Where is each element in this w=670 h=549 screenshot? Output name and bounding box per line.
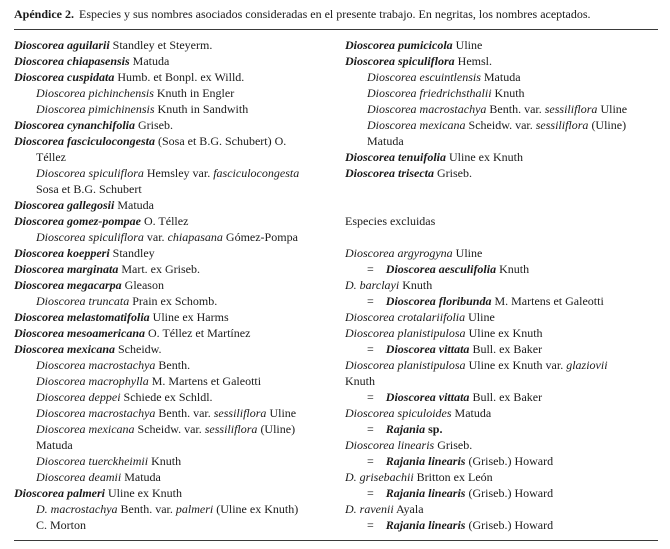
- text-segment: Humb. et Bonpl. ex Willd.: [114, 70, 245, 84]
- species-line: [14, 309, 327, 325]
- text-segment: sessiliflora: [535, 118, 589, 132]
- species-line: [14, 69, 327, 85]
- text-segment: (Griseb.) Howard: [465, 518, 554, 532]
- text-segment: =: [367, 262, 386, 276]
- text-segment: Uline: [452, 246, 483, 260]
- text-segment: Especies excluidas: [345, 214, 436, 228]
- text-segment: Benth. var.: [486, 102, 545, 116]
- text-segment: Dioscorea friedrichsthalii: [367, 86, 492, 100]
- text-segment: Dioscorea floribunda: [385, 294, 492, 308]
- species-line: [345, 373, 658, 389]
- text-segment: Dioscorea megacarpa: [14, 278, 122, 292]
- text-segment: Dioscorea spiculiflora: [36, 230, 144, 244]
- species-line: [14, 357, 327, 373]
- text-segment: Griseb.: [434, 166, 472, 180]
- appendix-title-text: Especies y sus nombres asociados consideradas en el presente trabajo. En negritas, los nombres aceptados.: [79, 7, 591, 21]
- text-segment: Uline ex Knuth: [465, 326, 543, 340]
- text-segment: chiapasana: [167, 230, 223, 244]
- species-line: [14, 117, 327, 133]
- text-segment: Ayala: [393, 502, 424, 516]
- text-segment: Dioscorea deppei: [36, 390, 121, 404]
- text-segment: (Sosa et B.G. Schubert) O.: [154, 134, 287, 148]
- text-segment: Dioscorea macrophylla: [36, 374, 149, 388]
- text-segment: Dioscorea planistipulosa: [345, 358, 466, 372]
- species-line: [14, 149, 327, 165]
- text-segment: Uline ex Knuth: [105, 486, 182, 500]
- text-segment: Dioscorea gomez-pompae: [14, 214, 141, 228]
- text-segment: fasciculocongesta: [213, 166, 300, 180]
- text-segment: Rajania: [385, 422, 426, 436]
- text-segment: Dioscorea melastomatifolia: [14, 310, 150, 324]
- text-segment: Rajania linearis: [385, 486, 466, 500]
- text-segment: (Uline ex Knuth): [213, 502, 299, 516]
- species-line: [345, 341, 658, 357]
- text-segment: Rajania linearis: [385, 454, 466, 468]
- text-segment: glaziovii: [566, 358, 608, 372]
- blank-line: [345, 229, 658, 245]
- species-line: [14, 213, 327, 229]
- species-line: [345, 245, 658, 261]
- text-segment: Benth.: [155, 358, 191, 372]
- text-segment: M. Martens et Galeotti: [491, 294, 604, 308]
- text-segment: Dioscorea cynanchifolia: [14, 118, 135, 132]
- species-line: [345, 117, 658, 133]
- text-segment: =: [367, 342, 386, 356]
- text-segment: Bull. ex Baker: [469, 342, 543, 356]
- text-segment: =: [367, 422, 386, 436]
- text-segment: (Griseb.) Howard: [465, 486, 554, 500]
- text-segment: sp.: [425, 422, 443, 436]
- text-segment: Dioscorea vittata: [385, 342, 470, 356]
- species-columns: [14, 37, 658, 533]
- text-segment: Griseb.: [135, 118, 173, 132]
- text-segment: Gómez-Pompa: [222, 230, 298, 244]
- text-segment: Dioscorea spiculiflora: [345, 54, 455, 68]
- text-segment: Scheidw. var.: [134, 422, 205, 436]
- text-segment: Knuth: [148, 454, 182, 468]
- text-segment: var.: [143, 230, 168, 244]
- species-line: [14, 101, 327, 117]
- text-segment: Griseb.: [434, 438, 473, 452]
- species-line: [345, 501, 658, 517]
- text-segment: Dioscorea crotalariifolia: [345, 310, 466, 324]
- text-segment: Benth. var.: [117, 502, 176, 516]
- text-segment: D. grisebachii: [345, 470, 414, 484]
- species-line: [14, 517, 327, 533]
- species-line: [345, 261, 658, 277]
- text-segment: Dioscorea spiculiflora: [36, 166, 144, 180]
- text-segment: Dioscorea pichinchensis: [36, 86, 154, 100]
- text-segment: O. Téllez: [140, 214, 189, 228]
- species-line: [14, 165, 327, 181]
- text-segment: Dioscorea macrostachya: [367, 102, 487, 116]
- species-line: [14, 421, 327, 437]
- species-line: [345, 69, 658, 85]
- text-segment: Dioscorea palmeri: [14, 486, 105, 500]
- text-segment: Dioscorea fasciculocongesta: [14, 134, 155, 148]
- text-segment: Dioscorea argyrogyna: [345, 246, 453, 260]
- text-segment: Dioscorea pumicicola: [345, 38, 453, 52]
- text-segment: Dioscorea pimichinensis: [36, 102, 155, 116]
- text-segment: Dioscorea escuintlensis: [367, 70, 481, 84]
- text-segment: Dioscorea tenuifolia: [345, 150, 446, 164]
- species-line: [14, 197, 327, 213]
- text-segment: Rajania linearis: [385, 518, 466, 532]
- text-segment: Dioscorea marginata: [14, 262, 119, 276]
- text-segment: sessiliflora: [204, 422, 258, 436]
- species-line: [345, 37, 658, 53]
- species-line: [345, 453, 658, 469]
- species-line: [14, 277, 327, 293]
- text-segment: Uline: [266, 406, 297, 420]
- text-segment: =: [367, 486, 386, 500]
- text-segment: Matuda: [114, 198, 154, 212]
- species-line: [345, 293, 658, 309]
- text-segment: Téllez: [36, 150, 66, 164]
- species-line: [345, 357, 658, 373]
- text-segment: =: [367, 390, 386, 404]
- species-line: [14, 325, 327, 341]
- text-segment: Matuda: [129, 54, 170, 68]
- bottom-rule: [14, 540, 658, 541]
- text-segment: =: [367, 294, 386, 308]
- species-line: [14, 53, 327, 69]
- text-segment: Hemsl.: [454, 54, 493, 68]
- text-segment: Dioscorea tuerckheimii: [36, 454, 149, 468]
- species-line: [345, 469, 658, 485]
- text-segment: Uline ex Knuth var.: [465, 358, 567, 372]
- text-segment: Benth. var.: [155, 406, 214, 420]
- text-segment: =: [367, 518, 386, 532]
- text-segment: Dioscorea gallegosii: [14, 198, 115, 212]
- species-line: [345, 53, 658, 69]
- text-segment: Matuda: [36, 438, 73, 452]
- text-segment: O. Téllez et Martínez: [145, 326, 251, 340]
- species-line: [14, 37, 327, 53]
- right-column: [345, 37, 658, 533]
- text-segment: (Griseb.) Howard: [465, 454, 554, 468]
- species-line: [345, 389, 658, 405]
- species-line: [345, 133, 658, 149]
- text-segment: Dioscorea mexicana: [36, 422, 135, 436]
- text-segment: D. barclayi: [345, 278, 400, 292]
- text-segment: Knuth: [345, 374, 375, 388]
- text-segment: Uline: [597, 102, 628, 116]
- species-line: [345, 405, 658, 421]
- text-segment: Knuth: [491, 86, 525, 100]
- text-segment: M. Martens et Galeotti: [148, 374, 262, 388]
- species-line: [14, 133, 327, 149]
- text-segment: Matuda: [121, 470, 161, 484]
- appendix-title-label: Apéndice 2.: [14, 7, 74, 21]
- species-line: [345, 277, 658, 293]
- species-line: [345, 325, 658, 341]
- text-segment: Dioscorea mexicana: [14, 342, 115, 356]
- text-segment: Hemsley var.: [143, 166, 214, 180]
- text-segment: =: [367, 454, 386, 468]
- text-segment: Dioscorea linearis: [345, 438, 435, 452]
- text-segment: Uline: [465, 310, 495, 324]
- species-line: [14, 229, 327, 245]
- top-rule: [14, 29, 658, 30]
- species-line: [345, 437, 658, 453]
- text-segment: Standley et Steyerm.: [109, 38, 213, 52]
- left-column: [14, 37, 327, 533]
- text-segment: Dioscorea trisecta: [345, 166, 434, 180]
- text-segment: Dioscorea mesoamericana: [14, 326, 145, 340]
- species-line: [14, 453, 327, 469]
- text-segment: Knuth in Engler: [153, 86, 235, 100]
- species-line: [14, 373, 327, 389]
- text-segment: (Uline): [257, 422, 296, 436]
- species-line: [345, 517, 658, 533]
- appendix-title: [14, 6, 658, 22]
- text-segment: Uline ex Harms: [149, 310, 229, 324]
- species-line: [14, 293, 327, 309]
- text-segment: Gleason: [121, 278, 164, 292]
- text-segment: Matuda: [480, 70, 521, 84]
- text-segment: Dioscorea aesculifolia: [385, 262, 497, 276]
- text-segment: Dioscorea vittata: [385, 390, 470, 404]
- species-line: [14, 341, 327, 357]
- species-line: [345, 85, 658, 101]
- species-line: [14, 405, 327, 421]
- species-line: [14, 437, 327, 453]
- text-segment: Dioscorea deamii: [36, 470, 122, 484]
- text-segment: Knuth in Sandwith: [154, 102, 249, 116]
- text-segment: Matuda: [451, 406, 492, 420]
- text-segment: Dioscorea macrostachya: [36, 406, 156, 420]
- text-segment: Scheidw.: [115, 342, 162, 356]
- text-segment: Prain ex Schomb.: [129, 294, 218, 308]
- species-line: [345, 421, 658, 437]
- text-segment: Standley: [109, 246, 155, 260]
- text-segment: Dioscorea koepperi: [14, 246, 110, 260]
- text-segment: (Uline): [588, 118, 627, 132]
- species-line: [345, 165, 658, 181]
- text-segment: Dioscorea truncata: [36, 294, 130, 308]
- text-segment: Knuth: [496, 262, 530, 276]
- text-segment: Dioscorea cuspidata: [14, 70, 115, 84]
- text-segment: D. ravenii: [345, 502, 394, 516]
- text-segment: Dioscorea macrostachya: [36, 358, 156, 372]
- species-line: [345, 309, 658, 325]
- text-segment: C. Morton: [36, 518, 87, 532]
- text-segment: Sosa et B.G. Schubert: [36, 182, 142, 196]
- text-segment: Dioscorea spiculoides: [345, 406, 452, 420]
- blank-line: [345, 181, 658, 197]
- species-line: [14, 469, 327, 485]
- text-segment: Dioscorea mexicana: [367, 118, 466, 132]
- text-segment: Dioscorea aguilarii: [14, 38, 110, 52]
- species-line: [14, 181, 327, 197]
- excluded-species-heading: [345, 213, 658, 229]
- text-segment: Uline: [452, 38, 483, 52]
- text-segment: D. macrostachya: [36, 502, 118, 516]
- text-segment: Dioscorea chiapasensis: [14, 54, 130, 68]
- text-segment: Scheidw. var.: [465, 118, 536, 132]
- text-segment: Knuth: [399, 278, 433, 292]
- text-segment: palmeri: [175, 502, 214, 516]
- text-segment: Dioscorea planistipulosa: [345, 326, 466, 340]
- species-line: [14, 389, 327, 405]
- text-segment: Matuda: [367, 134, 404, 148]
- text-segment: Schiede ex Schldl.: [120, 390, 213, 404]
- text-segment: sessiliflora: [213, 406, 267, 420]
- text-segment: sessiliflora: [544, 102, 598, 116]
- species-line: [14, 245, 327, 261]
- text-segment: Britton ex León: [413, 470, 493, 484]
- species-line: [345, 149, 658, 165]
- species-line: [14, 261, 327, 277]
- text-segment: Bull. ex Baker: [469, 390, 543, 404]
- species-line: [14, 85, 327, 101]
- text-segment: Mart. ex Griseb.: [118, 262, 200, 276]
- blank-line: [345, 197, 658, 213]
- species-line: [345, 485, 658, 501]
- text-segment: Uline ex Knuth: [446, 150, 523, 164]
- species-line: [14, 485, 327, 501]
- species-line: [14, 501, 327, 517]
- species-line: [345, 101, 658, 117]
